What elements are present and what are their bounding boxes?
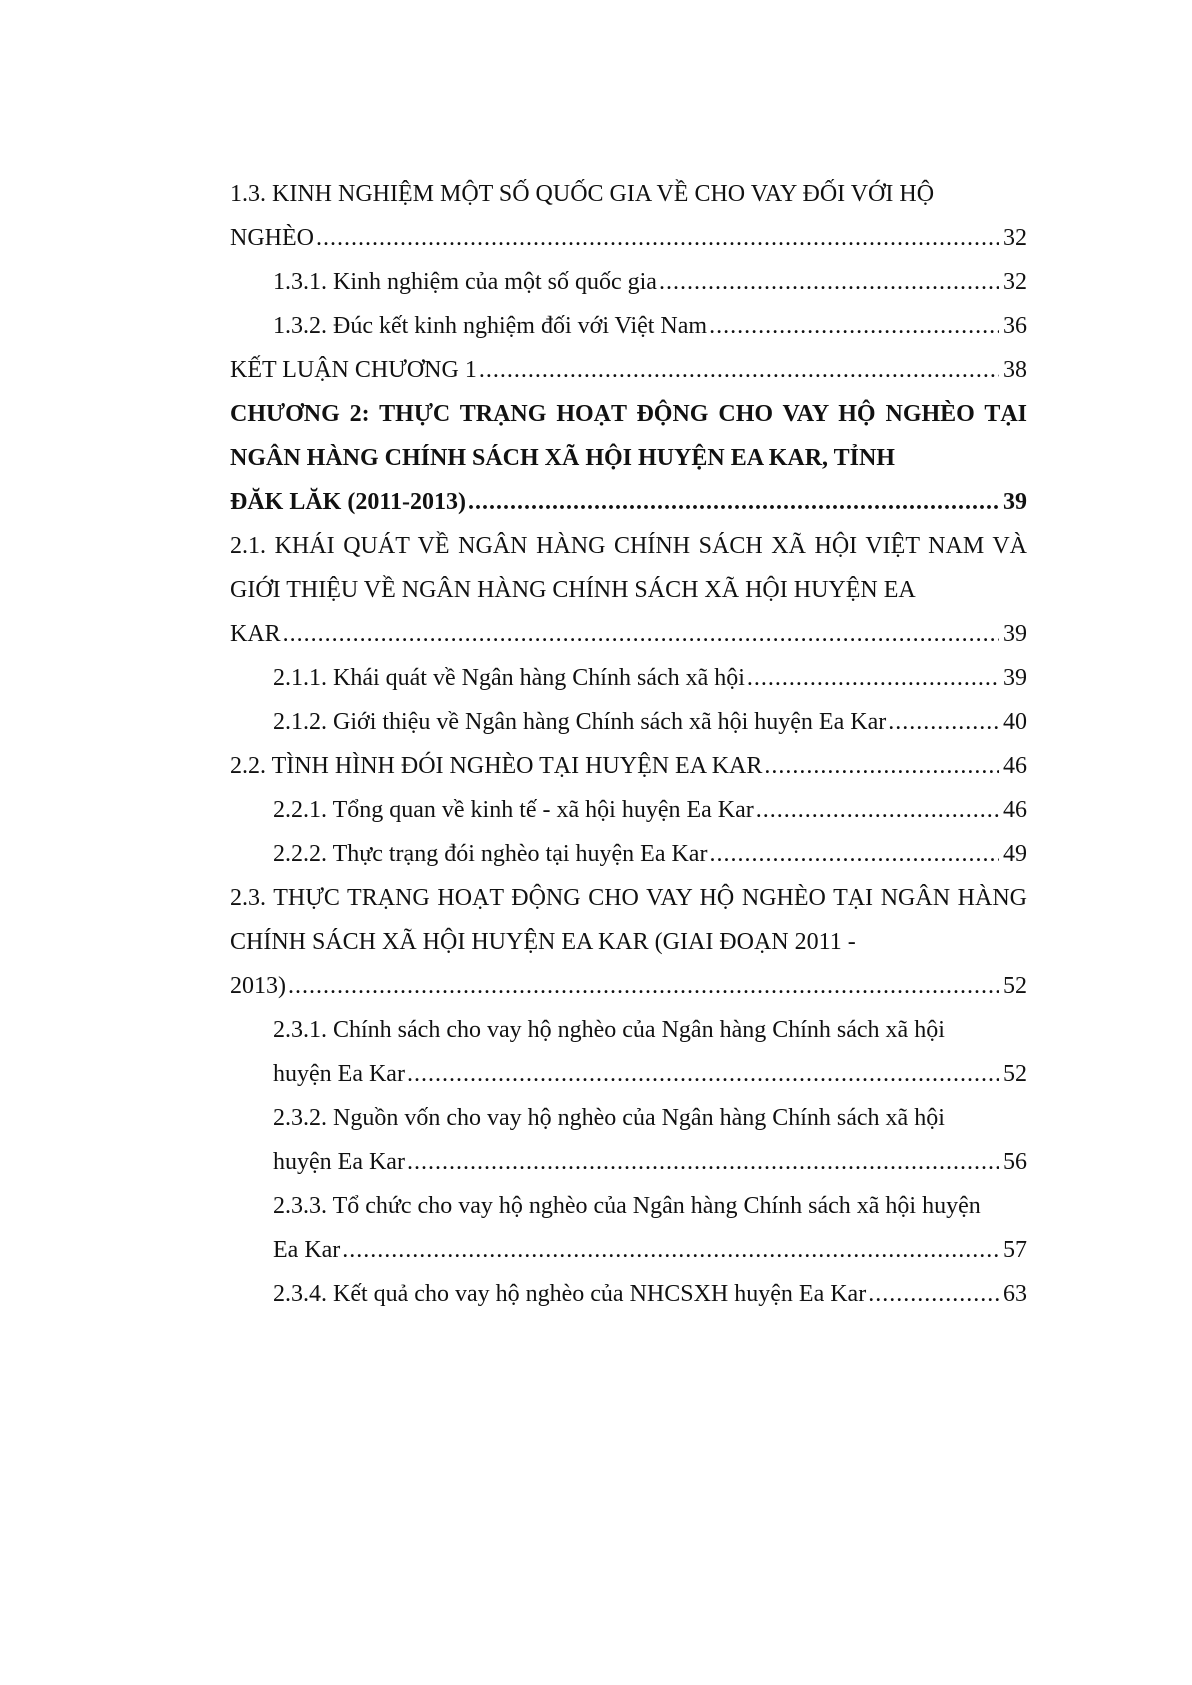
toc-entry-text: NGHÈO (230, 225, 314, 251)
toc-entry-text: CHƯƠNG 2: THỰC TRẠNG HOẠT ĐỘNG CHO VAY HỘ NGHÈO TẠI NGÂN HÀNG CHÍNH SÁCH XÃ HỘI HUYỆN EA KAR, TỈNH (230, 401, 1027, 471)
toc-entry-text: KAR (230, 621, 281, 647)
toc-entry-ket-luan-chuong-1[interactable] (230, 348, 1027, 392)
dot-leader (407, 1052, 999, 1096)
toc-page-number: 56 (1003, 1149, 1027, 1175)
dot-leader (283, 612, 999, 656)
toc-entry-1-3-2[interactable] (273, 304, 1027, 348)
dot-leader (709, 832, 999, 876)
toc-entry-text: Ea Kar (273, 1237, 341, 1263)
toc-entry-text: huyện Ea Kar (273, 1149, 405, 1175)
toc-page-number: 32 (1003, 269, 1027, 295)
dot-leader (764, 744, 999, 788)
toc-page-number: 36 (1003, 313, 1027, 339)
toc-page-number: 40 (1003, 709, 1027, 735)
toc-page-number: 39 (1003, 489, 1027, 515)
toc-entry-2-1[interactable] (230, 524, 1027, 656)
dot-leader (288, 964, 999, 1008)
toc-entry-text: 2.3. THỰC TRẠNG HOẠT ĐỘNG CHO VAY HỘ NGHÈO TẠI NGÂN HÀNG CHÍNH SÁCH XÃ HỘI HUYỆN EA KAR (GIAI ĐOẠN 2011 - (230, 885, 1027, 955)
toc-entry-text: 2.1.1. Khái quát về Ngân hàng Chính sách xã hội (273, 665, 745, 691)
toc-entry-2-3[interactable] (230, 876, 1027, 1008)
toc-entry-text: 2.2. TÌNH HÌNH ĐÓI NGHÈO TẠI HUYỆN EA KAR (230, 753, 763, 779)
toc-entry-text: 2.3.3. Tổ chức cho vay hộ nghèo của Ngân hàng Chính sách xã hội huyện (273, 1193, 981, 1219)
dot-leader (468, 480, 999, 524)
toc-entry-text: 2.3.1. Chính sách cho vay hộ nghèo của Ngân hàng Chính sách xã hội (273, 1017, 945, 1043)
dot-leader (479, 348, 999, 392)
toc-entry-2-2-2[interactable] (273, 832, 1027, 876)
toc-entry-text: 2.2.2. Thực trạng đói nghèo tại huyện Ea Kar (273, 841, 708, 867)
dot-leader (316, 216, 999, 260)
toc-page-number: 57 (1003, 1237, 1027, 1263)
toc-entry-1-3[interactable] (230, 172, 1027, 260)
toc-entry-text: 1.3.1. Kinh nghiệm của một số quốc gia (273, 269, 657, 295)
toc-entry-2-2[interactable] (230, 744, 1027, 788)
dot-leader (407, 1140, 999, 1184)
toc-page-number: 63 (1003, 1281, 1027, 1307)
toc-entry-chuong-2[interactable] (230, 392, 1027, 524)
toc-entry-2-1-2[interactable] (273, 700, 1027, 744)
toc-entry-text: 1.3. KINH NGHIỆM MỘT SỐ QUỐC GIA VỀ CHO VAY ĐỐI VỚI HỘ (230, 181, 935, 207)
toc-entry-text: ĐĂK LĂK (2011-2013) (230, 489, 466, 515)
toc-entry-2-3-2[interactable] (273, 1096, 1027, 1184)
toc-entry-text: huyện Ea Kar (273, 1061, 405, 1087)
toc-page-number: 46 (1003, 753, 1027, 779)
dot-leader (659, 260, 999, 304)
dot-leader (747, 656, 999, 700)
toc-entry-text: 2013) (230, 973, 286, 999)
toc-page-number: 39 (1003, 621, 1027, 647)
dot-leader (756, 788, 999, 832)
toc-entry-text: 2.2.1. Tổng quan về kinh tế - xã hội huyện Ea Kar (273, 797, 754, 823)
dot-leader (868, 1272, 999, 1316)
dot-leader (342, 1228, 999, 1272)
toc-entry-2-3-4[interactable] (273, 1272, 1027, 1316)
toc-entry-2-3-1[interactable] (273, 1008, 1027, 1096)
dot-leader (888, 700, 999, 744)
toc-entry-text: 2.1. KHÁI QUÁT VỀ NGÂN HÀNG CHÍNH SÁCH XÃ HỘI VIỆT NAM VÀ GIỚI THIỆU VỀ NGÂN HÀNG CHÍNH SÁCH XÃ HỘI HUYỆN EA (230, 533, 1027, 603)
toc-entry-text: 2.3.4. Kết quả cho vay hộ nghèo của NHCSXH huyện Ea Kar (273, 1281, 867, 1307)
toc-entry-2-2-1[interactable] (273, 788, 1027, 832)
toc-page-number: 46 (1003, 797, 1027, 823)
toc-page-number: 38 (1003, 357, 1027, 383)
toc-entry-2-1-1[interactable] (273, 656, 1027, 700)
toc-page-number: 52 (1003, 973, 1027, 999)
toc-page-number: 52 (1003, 1061, 1027, 1087)
dot-leader (709, 304, 999, 348)
toc-entry-text: 1.3.2. Đúc kết kinh nghiệm đối với Việt Nam (273, 313, 708, 339)
toc-entry-text: 2.1.2. Giới thiệu về Ngân hàng Chính sách xã hội huyện Ea Kar (273, 709, 887, 735)
toc-page-number: 39 (1003, 665, 1027, 691)
toc-entry-text: KẾT LUẬN CHƯƠNG 1 (230, 357, 477, 383)
toc-page-number: 32 (1003, 225, 1027, 251)
toc-entry-text: 2.3.2. Nguồn vốn cho vay hộ nghèo của Ngân hàng Chính sách xã hội (273, 1105, 945, 1131)
toc-entry-1-3-1[interactable] (273, 260, 1027, 304)
toc-entry-2-3-3[interactable] (273, 1184, 1027, 1272)
toc-page-number: 49 (1003, 841, 1027, 867)
table-of-contents (230, 172, 1027, 1316)
